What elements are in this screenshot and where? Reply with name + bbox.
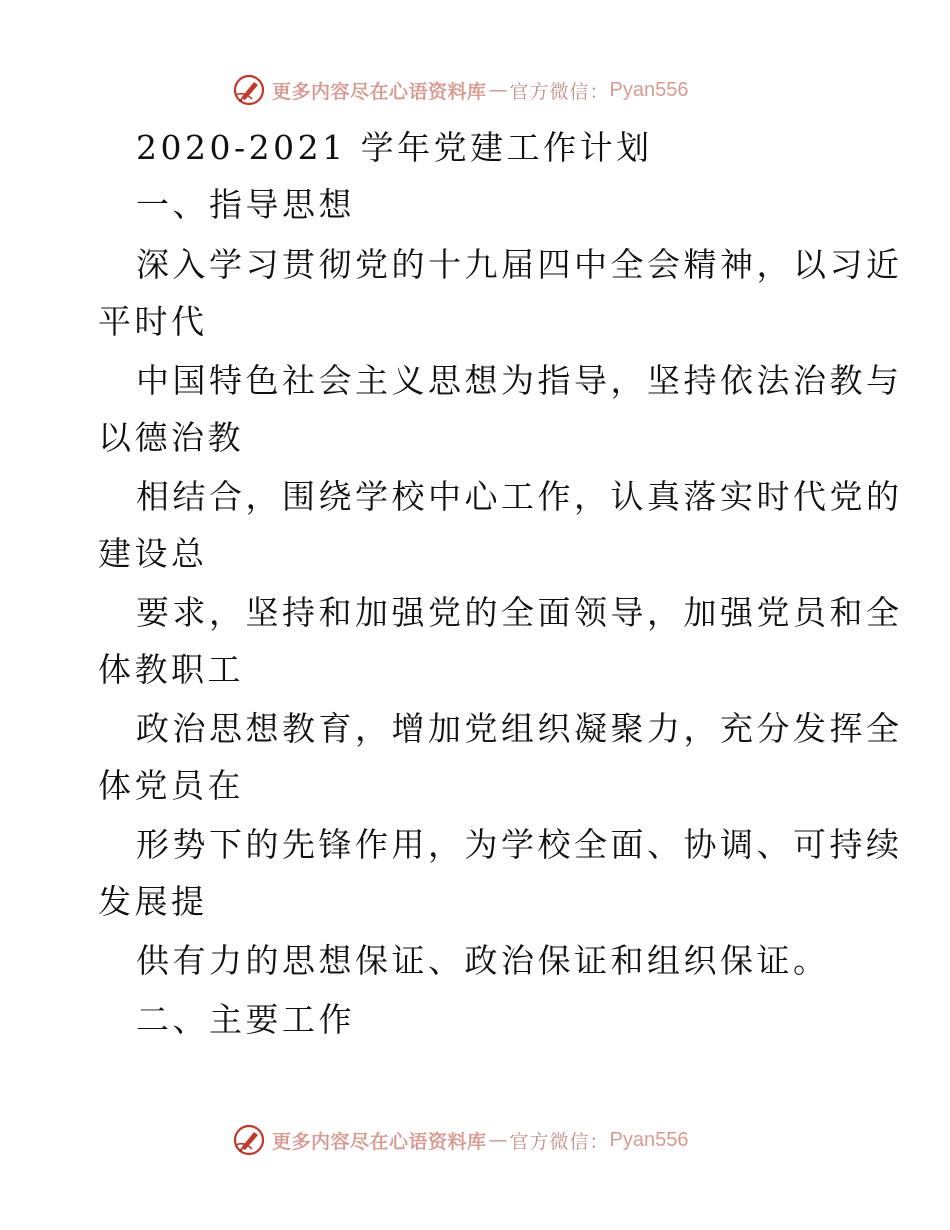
header-watermark-banner [232, 70, 689, 110]
paragraph-line: 体教职工 [98, 650, 244, 689]
paragraph-line: 要求，坚持和加强党的全面领导，加强党员和全 [136, 593, 903, 632]
banner-dash: — [488, 79, 508, 101]
banner-text: 更多内容尽在心语资料库 [272, 80, 487, 103]
document-title: 2020-2021 学年党建工作计划 [136, 128, 653, 167]
paragraph-line: 政治思想教育，增加党组织凝聚力，充分发挥全 [136, 709, 903, 748]
paragraph-line: 形势下的先锋作用，为学校全面、协调、可持续 [136, 825, 903, 864]
paragraph-line: 供有力的思想保证、政治保证和组织保证。 [136, 941, 830, 980]
footer-watermark-banner [232, 1120, 689, 1160]
pen-logo-icon [232, 1123, 266, 1157]
section-heading-1: 一、指导思想 [136, 185, 355, 224]
banner-wechat-id: Pyan556 [609, 1128, 689, 1151]
pen-logo-icon [232, 73, 266, 107]
paragraph-line: 平时代 [98, 302, 208, 341]
paragraph-line: 以德治教 [98, 418, 244, 457]
paragraph-line: 中国特色社会主义思想为指导，坚持依法治教与 [136, 361, 903, 400]
paragraph-line: 发展提 [98, 882, 208, 921]
paragraph-line: 体党员在 [98, 766, 244, 805]
banner-wechat-label: 官方微信： [509, 80, 610, 103]
paragraph-line: 深入学习贯彻党的十九届四中全会精神，以习近 [136, 245, 903, 284]
banner-dash: — [488, 1129, 508, 1151]
banner-text: 更多内容尽在心语资料库 [272, 1130, 487, 1153]
paragraph-line: 建设总 [98, 534, 208, 573]
banner-wechat-id: Pyan556 [609, 78, 689, 101]
paragraph-line: 相结合，围绕学校中心工作，认真落实时代党的 [136, 477, 903, 516]
banner-wechat-label: 官方微信： [509, 1130, 610, 1153]
section-heading-2: 二、主要工作 [136, 1000, 355, 1039]
